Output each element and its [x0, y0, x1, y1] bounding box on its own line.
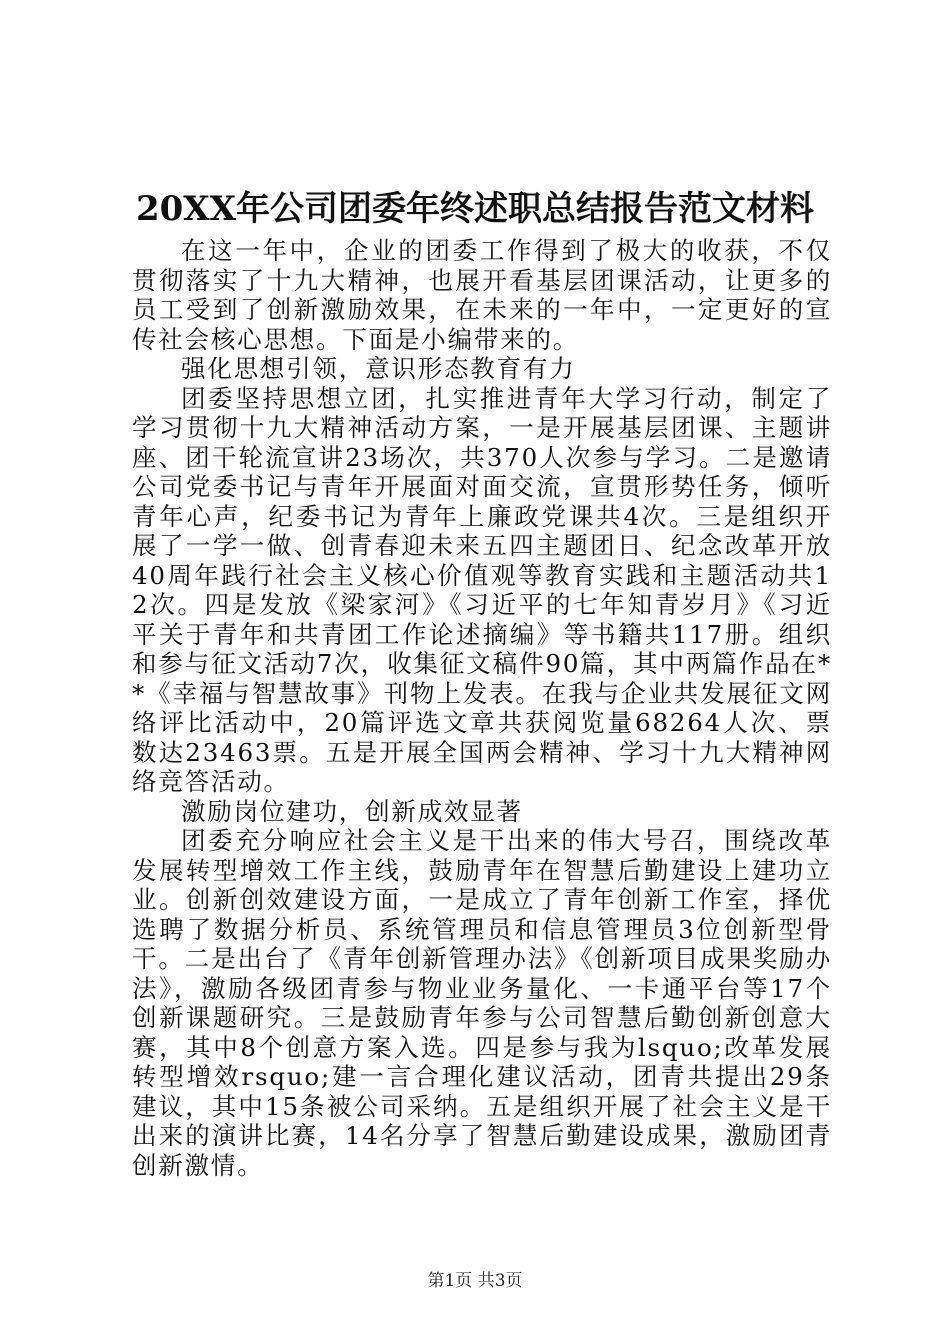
section-heading: 激励岗位建功，创新成效显著: [181, 796, 523, 826]
body-paragraph: 团委坚持思想立团，扎实推进青年大学习行动，制定了学习贯彻十九大精神活动方案，一是开展基层团课、主题讲座、团干轮流宣讲23场次，共370人次参与学习。二是邀请公司党委书记与青年开展面对面交流，宣贯形势任务，倾听青年心声，纪委书记为青年上廉政党课共4次。三是组织开展了一学一做、创青春迎未来五四主题团日、纪念改革开放40周年践行社会主义核心价值观等教育实践和主题活动共12次。四是发放《梁家河》《习近平的七年知青岁月》《习近平关于青年和共青团工作论述摘编》等书籍共117册。组织和参与征文活动7次，收集征文稿件90篇，其中两篇作品在**《幸福与智慧故事》刊物上发表。在我与企业共发展征文网络评比活动中，20篇评选文章共获阅览量68264人次、票数达23463票。五是开展全国两会精神、学习十九大精神网络竞答活动。: [132, 383, 832, 796]
intro-paragraph: 在这一年中，企业的团委工作得到了极大的收获，不仅贯彻落实了十九大精神，也展开看基层团课活动，让更多的员工受到了创新激励效果，在未来的一年中，一定更好的宣传社会核心思想。下面是小编带来的。: [132, 236, 832, 354]
page-number-footer: 第1页 共3页: [427, 1271, 523, 1291]
document-title: 20XX年公司团委年终述职总结报告范文材料: [135, 189, 815, 229]
section-heading: 强化思想引领，意识形态教育有力: [181, 354, 576, 383]
body-paragraph: 团委充分响应社会主义是干出来的伟大号召，围绕改革发展转型增效工作主线，鼓励青年在智慧后勤建设上建功立业。创新创效建设方面，一是成立了青年创新工作室，择优选聘了数据分析员、系统管理员和信息管理员3位创新型骨干。二是出台了《青年创新管理办法》《创新项目成果奖励办法》，激励各级团青参与物业业务量化、一卡通平台等17个创新课题研究。三是鼓励青年参与公司智慧后勤创新创意大赛，其中8个创意方案入选。四是参与我为lsquo;改革发展转型增效rsquo;建一言合理化建议活动，团青共提出29条建议，其中15条被公司采纳。五是组织开展了社会主义是干出来的演讲比赛，14名分享了智慧后勤建设成果，激励团青创新激情。: [132, 826, 832, 1180]
document-body: [132, 236, 832, 1180]
